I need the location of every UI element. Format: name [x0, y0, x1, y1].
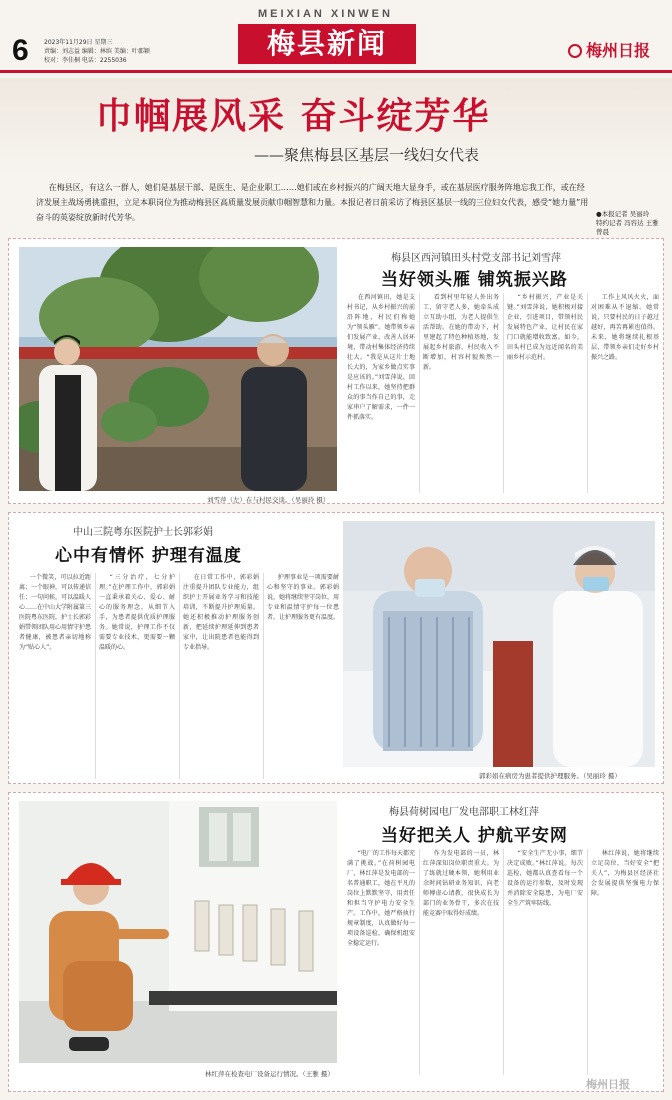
- story-2-kicker: 中山三院粤东医院护士长郭彩娟: [73, 527, 213, 538]
- column-divider: [503, 293, 504, 493]
- column-divider: [263, 573, 264, 779]
- column-divider: [587, 293, 588, 493]
- story-3-column-3: “安全生产无小事，细节决定成败。”林红萍说。每次巡检，她都认真查看每一个设备的运行参数，及时发现并消除安全隐患，为电厂安全生产筑牢防线。: [507, 850, 583, 907]
- byline-reporter: ●本报记者 吴丽玲: [596, 210, 650, 218]
- byline: [596, 210, 666, 237]
- column-divider: [179, 573, 180, 779]
- story-panel-1: [8, 238, 664, 504]
- story-3-column-4: 林红萍说，她将继续立足岗位，当好安全“把关人”，为梅县区经济社会发展提供坚强电力保障。: [591, 850, 659, 897]
- proofreader-credits: 校对：李佳桐 电话：2255036: [44, 57, 127, 64]
- story-1-column-2: 看到村里年轻人外出务工，留守老人多，她牵头成立互助小组，为老人提供生活帮助。在她的带动下，村里建起了特色种植基地，发展起乡村旅游，村民收入不断增加，村容村貌焕然一新。: [423, 294, 499, 371]
- story-1-column-1: 在西河镇田，她是支村书记，从乡村振兴的前沿阵地，村民们称她为“领头雁”。她带领乡亲们发展产业、改善人居环境，带动村集体经济持续壮大。“我是从这片土地长大的，为家乡做点实事是应该的。”刘雪萍说，回村工作以来，她坚持把群众的事当作自己的事，走家串户了解需求，一件一件抓落实。: [347, 294, 415, 421]
- section-banner: 梅县新闻: [238, 24, 416, 64]
- sub-headline: ——聚焦梅县区基层一线妇女代表: [254, 146, 480, 164]
- paper-logo-icon: [568, 44, 582, 58]
- story-2-column-3: 在日常工作中，郭彩娟注重提升团队专业能力，组织护士开展业务学习和技能培训，不断提升护理质量。她还积极推动护理服务创新，把延续护理延伸到患者家中，让出院患者也能得到专业指导。: [183, 574, 259, 651]
- story-3-photo-illustration: [19, 801, 337, 1063]
- column-divider: [419, 293, 420, 493]
- section-pinyin: MEIXIAN XINWEN: [258, 8, 393, 20]
- masthead: [0, 0, 672, 74]
- column-divider: [587, 849, 588, 1075]
- story-2-photo: [343, 521, 655, 767]
- story-1-photo: [19, 247, 337, 491]
- story-3-column-1: “电厂的工作每天都充满了挑战。”在荷树园电厂，林红萍是发电部的一名普通职工，她在平凡的岗位上默默坚守，用责任和担当守护电力安全生产。工作中，她严格执行规章制度，认真做好每一项设备巡检，确保机组安全稳定运行。: [347, 850, 415, 947]
- story-3-photo: [19, 801, 337, 1063]
- story-2-caption: 郭彩娟在病房为患者提供护理服务。（吴丽玲 摄）: [479, 772, 621, 780]
- editor-credits: 责编：刘志益 编辑：林缤 美编：叶郡颖: [44, 48, 150, 55]
- story-1-column-4: 工作上风风火火，面对困难从不退缩。她常说，只要村民的日子越过越好，再苦再累也值得。未来，她将继续扎根基层，带领乡亲们走好乡村振兴之路。: [591, 294, 659, 361]
- story-3-column-2: 作为发电部的一员，林红萍深知岗位职责重大。为了练就过硬本领，她利用业余时间钻研业务知识，向老师傅虚心请教，很快成长为部门的业务骨干，多次在技能竞赛中取得好成绩。: [423, 850, 499, 917]
- edition-info: [44, 38, 244, 65]
- column-divider: [503, 849, 504, 1075]
- intro-paragraph: 在梅县区，有这么一群人，她们是基层干部、是医生、是企业职工……她们或在乡村振兴的广阔天地大显身手，或在基层医疗服务阵地忘我工作，或在经济发展主战场勇挑重担，立足本职岗位为推动梅县区高质量发展贡献巾帼智慧和力量。本报记者日前采访了梅县区基层一线的三位妇女代表，感受“她力量”用奋斗的英姿绽放新时代芳华。: [36, 183, 589, 222]
- paper-logo: [568, 38, 650, 61]
- page-number: 6: [12, 34, 29, 67]
- masthead-rule: [0, 70, 672, 73]
- story-1-photo-illustration: [19, 247, 337, 491]
- watermark: 梅州日报: [586, 1078, 630, 1091]
- story-3-title: 当好把关人 护航平安网: [381, 826, 568, 846]
- headline-block: [0, 78, 672, 178]
- story-2-photo-illustration: [343, 521, 655, 767]
- story-3-caption: 林红萍在检查电厂设备运行情况。（王雅 摄）: [205, 1070, 334, 1078]
- story-panel-3: [8, 792, 664, 1092]
- edition-date: 2023年11月29日 星期三: [44, 39, 113, 46]
- main-headline: 巾帼展风采 奋斗绽芳华: [96, 95, 491, 137]
- story-2-title: 心中有情怀 护理有温度: [55, 546, 242, 566]
- story-1-column-3: “乡村振兴，产业是关键。”刘雪萍说，她积极对接企业，引进项目，带领村民发展特色产业，让村民在家门口就能增收致富。如今，田头村已成为远近闻名的美丽乡村示范村。: [507, 294, 583, 361]
- story-panel-2: [8, 512, 664, 784]
- story-2-column-1: 一个微笑，可以拉近距离；一个眼神，可以传递信任；一句问候，可以温暖人心……在中山大学附属第三医院粤东医院，护士长郭彩娟带领团队用心用情守护患者健康，被患者亲切地称为“贴心人”。: [19, 574, 91, 651]
- byline-correspondents: 特约记者 冯容达 王雅 曾晨: [596, 219, 659, 236]
- column-divider: [419, 849, 420, 1075]
- column-divider: [95, 573, 96, 779]
- story-1-title: 当好领头雁 铺筑振兴路: [381, 270, 568, 290]
- story-1-caption: 刘雪萍（左）在与村民交谈。（吴丽玲 摄）: [207, 496, 330, 504]
- story-1-kicker: 梅县区西河镇田头村党支部书记刘雪萍: [391, 253, 561, 264]
- story-2-column-4: 护理事业是一项需要耐心和坚守的事业。郭彩娟说，她将继续坚守岗位，用专业和温情守护每一位患者，让护理服务更有温度。: [267, 574, 339, 621]
- story-2-column-2: “三分治疗，七分护理。”在护理工作中，郭彩娟一直秉承着关心、爱心、耐心的服务理念，从细节入手，为患者提供优质护理服务。她常说，护理工作不仅需要专业技术，更需要一颗温暖的心。: [99, 574, 175, 651]
- story-3-kicker: 梅县荷树园电厂发电部职工林红萍: [389, 807, 539, 818]
- paper-logo-text: 梅州日报: [586, 41, 651, 60]
